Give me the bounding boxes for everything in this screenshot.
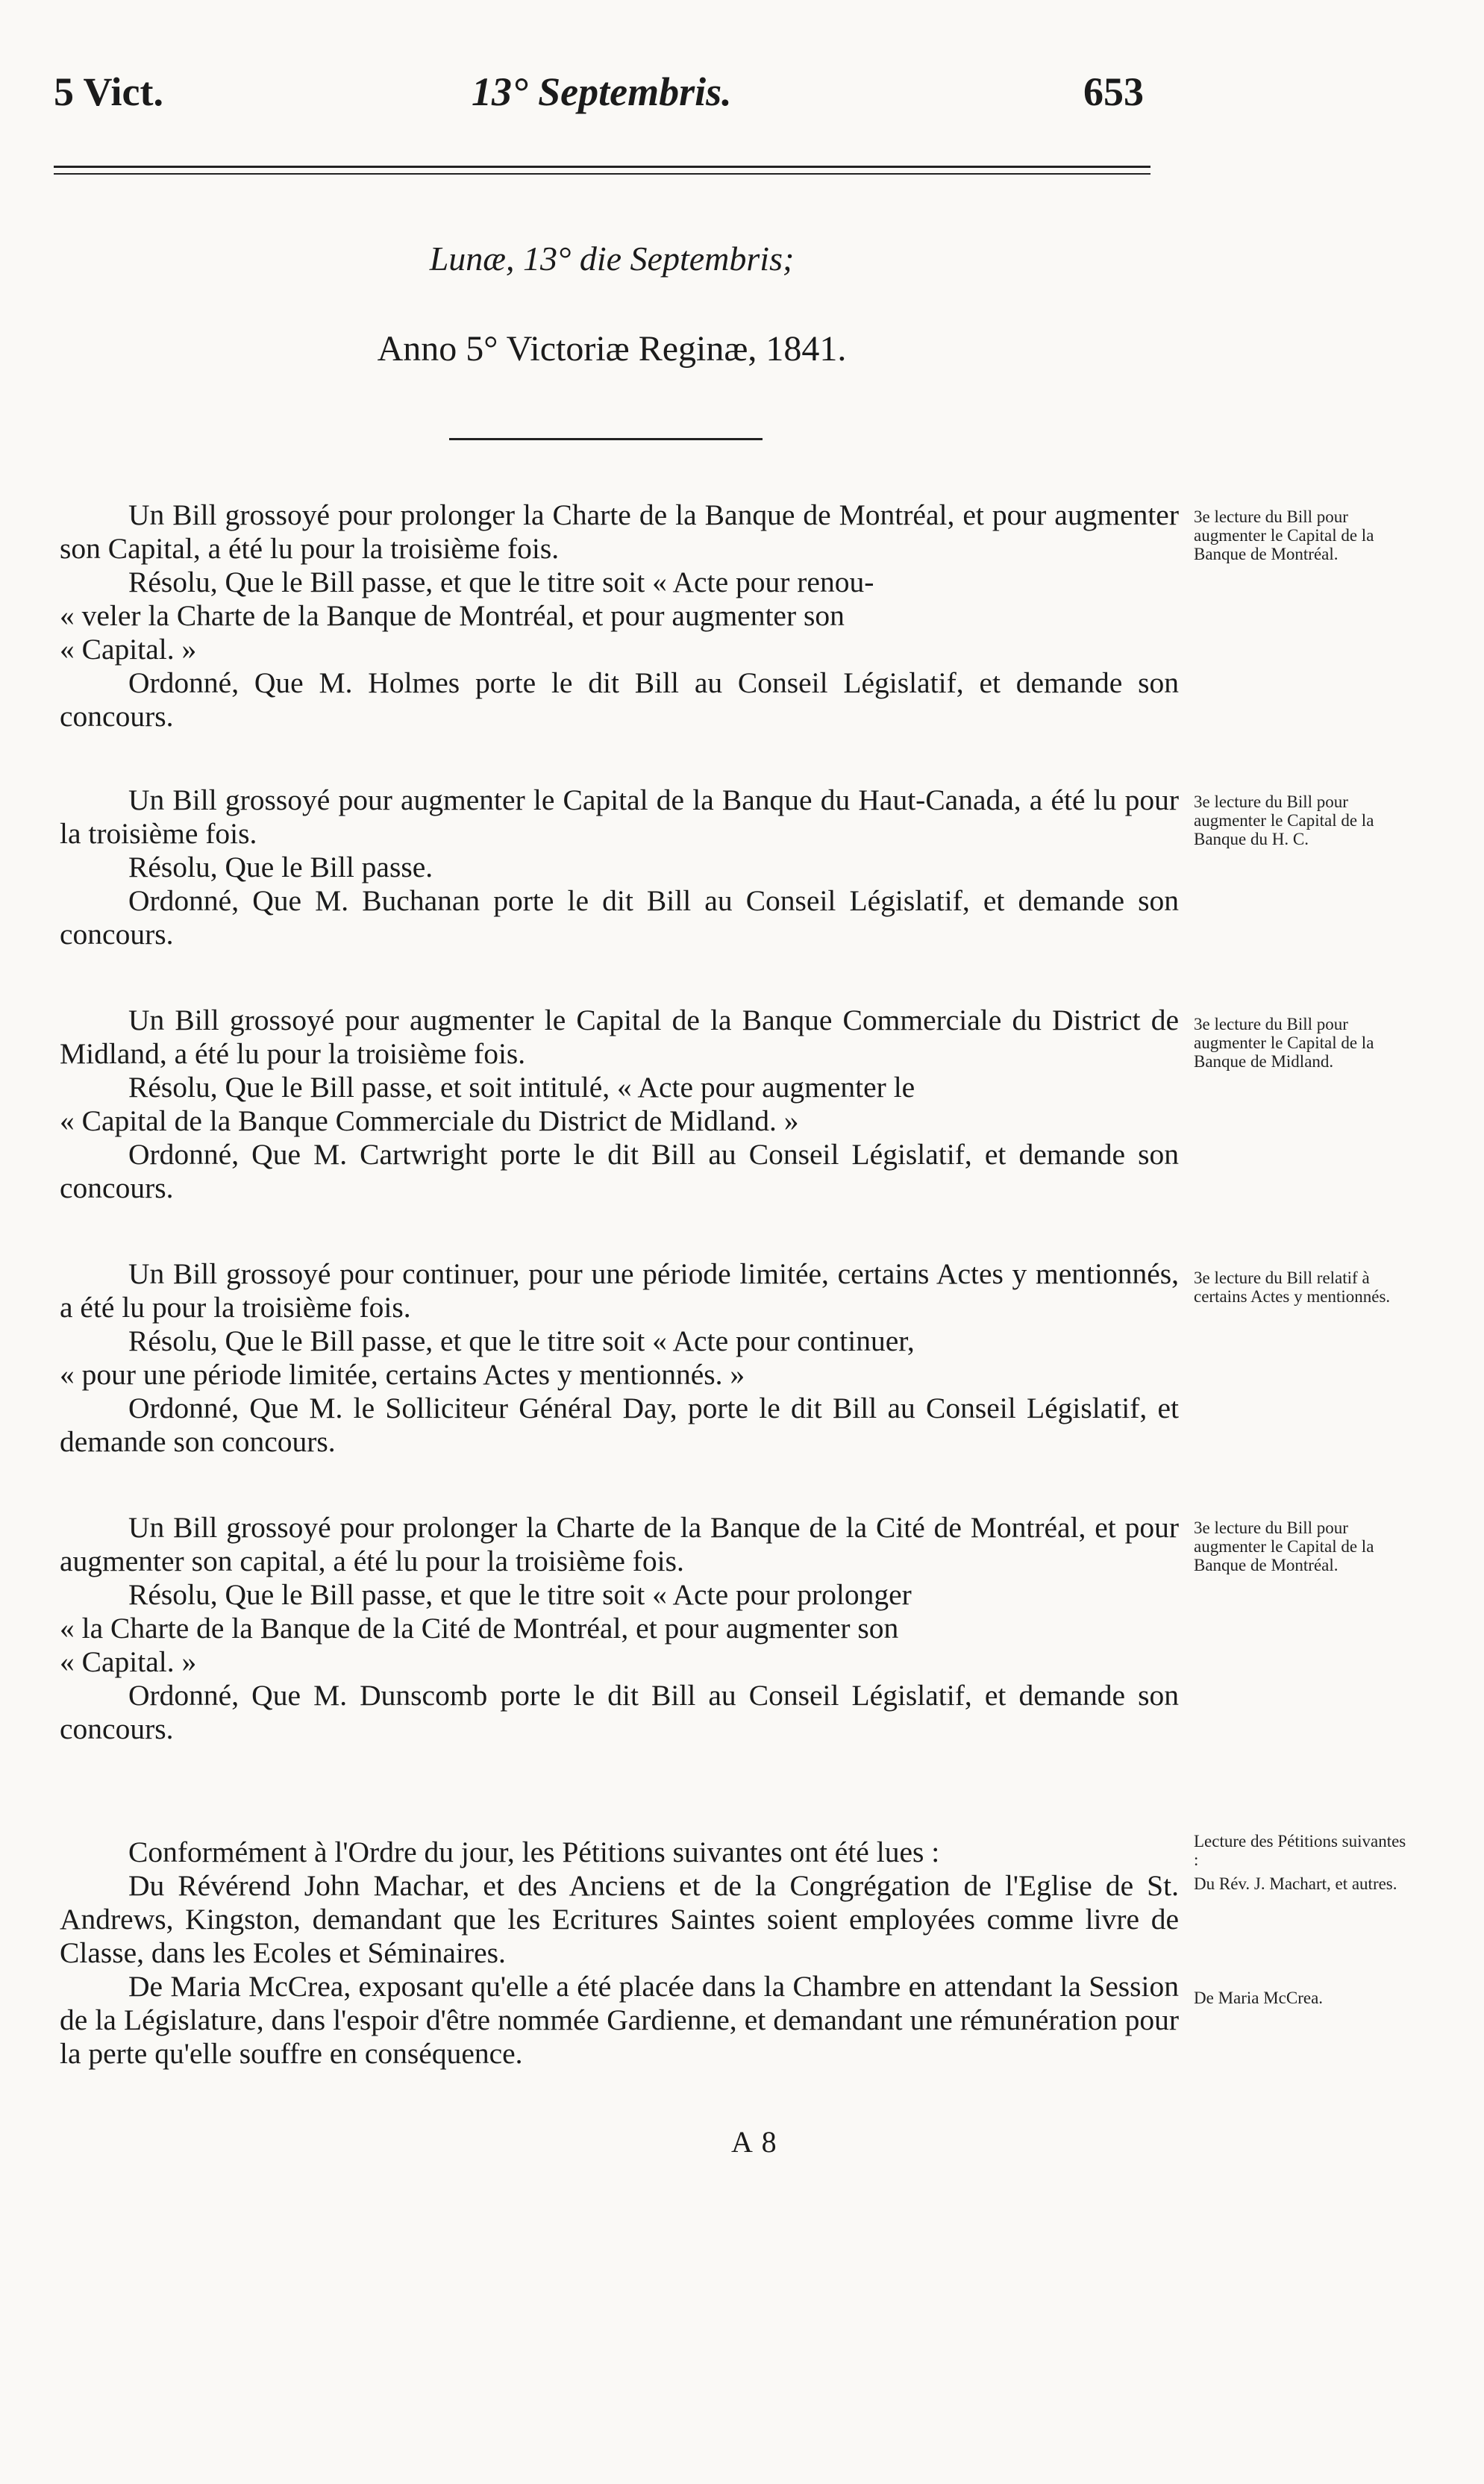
entry-city-bank-montreal <box>60 1511 1179 1746</box>
margin-note: Lecture des Pétitions suivantes : <box>1194 1832 1406 1869</box>
signature-mark: A 8 <box>731 2125 778 2159</box>
entry-petitions <box>60 1836 1179 2071</box>
entry-paragraph: Un Bill grossoyé pour continuer, pour une période limitée, certains Actes y mentionnés, a été lu pour la troisième fois. <box>60 1257 1179 1324</box>
order-line: Ordonné, Que M. le Solliciteur Général Day, porte le dit Bill au Conseil Législatif, et demande son concours. <box>60 1392 1179 1458</box>
petition-machar: Du Révérend John Machar, et des Anciens et de la Congrégation de l'Eglise de St. Andrews, Kingston, demandant que les Ecritures Saintes soient employées comme livre de Classe, dans les Ecoles et Séminaires. <box>60 1869 1179 1969</box>
quoted-line: « la Charte de la Banque de la Cité de Montréal, et pour augmenter son <box>60 1612 899 1645</box>
quoted-line: « pour une période limitée, certains Actes y mentionnés. » <box>60 1358 745 1391</box>
entry-upper-canada-bank <box>60 783 1179 951</box>
quoted-line: « Capital. » <box>60 633 197 666</box>
margin-note: 3e lecture du Bill pour augmenter le Capital de la Banque de Midland. <box>1194 1015 1374 1071</box>
anno-line: Anno 5° Victoriæ Reginæ, 1841. <box>377 329 847 369</box>
quoted-line: « Capital de la Banque Commerciale du District de Midland. » <box>60 1104 799 1137</box>
entry-continuing-acts <box>60 1257 1179 1459</box>
margin-note: De Maria McCrea. <box>1194 1989 1324 2007</box>
page-number: 653 <box>1083 69 1144 114</box>
order-line: Ordonné, Que M. Holmes porte le dit Bill au Conseil Législatif, et demande son concours. <box>60 666 1179 733</box>
order-line: Ordonné, Que M. Buchanan porte le dit Bill au Conseil Législatif, et demande son concours. <box>60 884 1179 951</box>
resolution-line: Résolu, Que le Bill passe, et que le titre soit « Acte pour renou- <box>128 566 874 598</box>
order-line: Ordonné, Que M. Cartwright porte le dit Bill au Conseil Législatif, et demande son concours. <box>60 1138 1179 1204</box>
entry-paragraph: Un Bill grossoyé pour prolonger la Charte de la Banque de Montréal, et pour augmenter son Capital, a été lu pour la troisième fois. <box>60 498 1179 565</box>
petition-mccrea: De Maria McCrea, exposant qu'elle a été placée dans la Chambre en attendant la Session de la Législature, dans l'espoir d'être nommée Gardienne, et demandant une rémunération pour la perte qu'elle souffre en conséquence. <box>60 1970 1179 2070</box>
resolution-line: Résolu, Que le Bill passe, et que le titre soit « Acte pour continuer, <box>128 1324 915 1357</box>
running-header <box>46 66 1165 118</box>
entry-paragraph: Un Bill grossoyé pour prolonger la Charte de la Banque de la Cité de Montréal, et pour augmenter son capital, a été lu pour la troisième fois. <box>60 1511 1179 1577</box>
entry-montreal-bank-charter <box>60 498 1179 733</box>
quoted-line: « Capital. » <box>60 1645 197 1678</box>
resolution-line: Résolu, Que le Bill passe, et soit intitulé, « Acte pour augmenter le <box>128 1071 915 1104</box>
resolution-line: Résolu, Que le Bill passe, et que le titre soit « Acte pour prolonger <box>128 1578 912 1611</box>
header-date: 13° Septembris. <box>472 69 732 114</box>
session-day: Lunæ, <box>429 240 515 278</box>
margin-note: 3e lecture du Bill relatif à certains Actes y mentionnés. <box>1194 1268 1391 1306</box>
resolution-line: Résolu, Que le Bill passe. <box>128 851 433 883</box>
entry-paragraph: Un Bill grossoyé pour augmenter le Capital de la Banque du Haut-Canada, a été lu pour la troisième fois. <box>60 783 1179 850</box>
section-divider <box>449 438 763 440</box>
header-rule-bottom <box>54 173 1150 175</box>
entry-paragraph: Un Bill grossoyé pour augmenter le Capital de la Banque Commerciale du District de Midland, a été lu pour la troisième fois. <box>60 1004 1179 1070</box>
session-date-text: 13° die Septembris; <box>522 240 795 278</box>
order-line: Ordonné, Que M. Dunscomb porte le dit Bill au Conseil Législatif, et demande son concours. <box>60 1679 1179 1745</box>
header-regnal-year: 5 Vict. <box>54 69 163 114</box>
margin-note: Du Rév. J. Machart, et autres. <box>1194 1874 1397 1893</box>
entry-paragraph: Conformément à l'Ordre du jour, les Pétitions suivantes ont été lues : <box>128 1836 940 1868</box>
margin-note: 3e lecture du Bill pour augmenter le Capital de la Banque de Montréal. <box>1194 1518 1374 1574</box>
margin-note: 3e lecture du Bill pour augmenter le Capital de la Banque du H. C. <box>1194 792 1374 848</box>
header-rule-top <box>54 166 1150 168</box>
entry-midland-bank <box>60 1004 1179 1205</box>
session-date <box>0 239 1224 278</box>
quoted-line: « veler la Charte de la Banque de Montréal, et pour augmenter son <box>60 599 845 632</box>
margin-note: 3e lecture du Bill pour augmenter le Capital de la Banque de Montréal. <box>1194 507 1374 563</box>
